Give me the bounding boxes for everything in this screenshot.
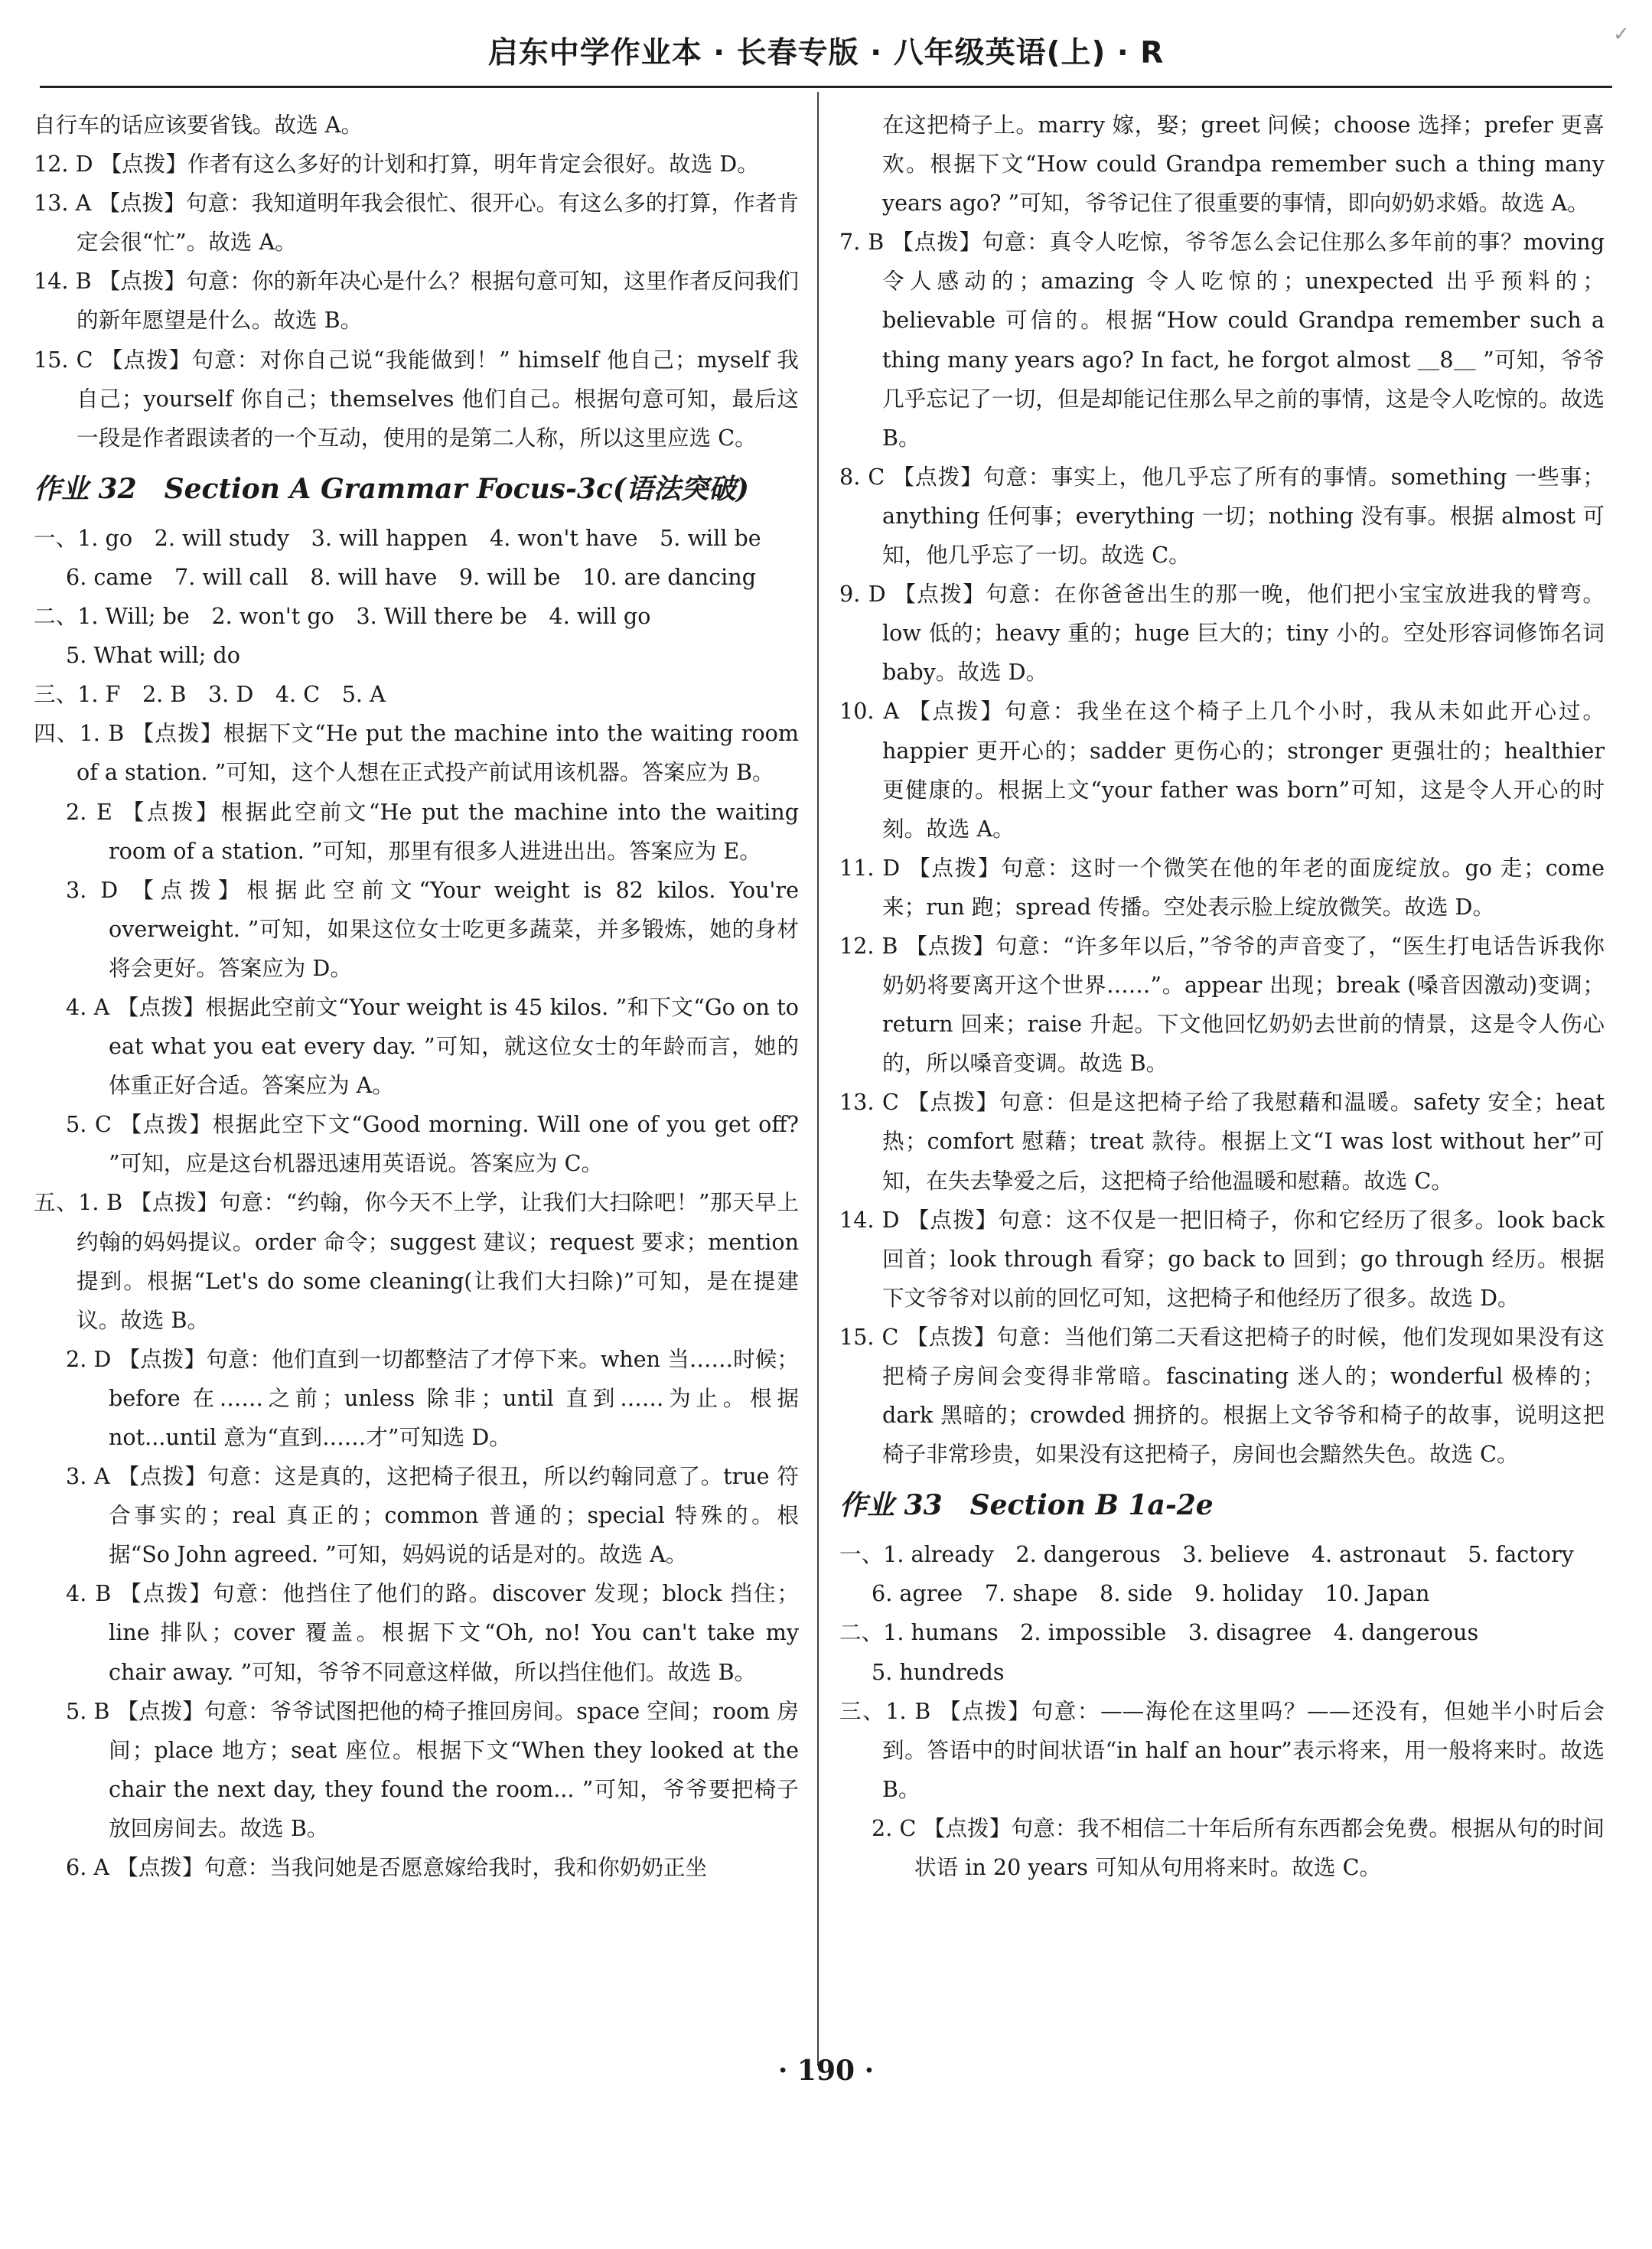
answer-14: 14. D 【点拨】句意：这不仅是一把旧椅子，你和它经历了很多。look back 回首；look through 看穿；go back to 回到；go through 经历。根据下文爷爷对以前的回忆可知，这把椅子和他经历了很多。故选 D。 (839, 1206, 1605, 1311)
running-header: 启东中学作业本 · 长春专版 · 八年级英语(上) · R (487, 36, 1165, 70)
exercise-4-item-5: 5. C 【点拨】根据此空下文“Good morning. Will one of you get off? ”可知，应是这台机器迅速用英语说。答案应为 C。 (66, 1111, 799, 1177)
answer-12: 12. B 【点拨】句意：“许多年以后，”爷爷的声音变了，“医生打电话告诉我你奶奶将要离开这个世界……”。appear 出现；break (嗓音因激动)变调；return 回来；raise 升起。下文他回忆奶奶去世前的情景，这是令人伤心的，所以嗓音变调。故选 B。 (839, 932, 1605, 1077)
exercise-5-item-1: 五、1. B 【点拨】句意：“约翰，你今天不上学，让我们大扫除吧！”那天早上约翰的妈妈提议。order 命令；suggest 建议；request 要求；mention 提到。根据“Let's do some cleaning(让我们大扫除)”可知，是在提建议。故选 B。 (34, 1189, 799, 1333)
corner-mark: ✓ (1613, 23, 1630, 46)
exercise-5-item-3: 3. A 【点拨】句意：这是真的，这把椅子很丑，所以约翰同意了。true 符合事实的；real 真正的；common 普通的；special 特殊的。根据“So John agreed. ”可知，妈妈说的话是对的。故选 A。 (66, 1463, 799, 1568)
header-rule (40, 86, 1612, 88)
exercise-1-line-1: 一、1. already 2. dangerous 3. believe 4. astronaut 5. factory (839, 1541, 1574, 1568)
exercise-1-line-1: 一、1. go 2. will study 3. will happen 4. won't have 5. will be (34, 524, 761, 551)
answer-12: 12. D 【点拨】作者有这么多好的计划和打算，明年肯定会很好。故选 D。 (34, 151, 759, 178)
exercise-5-item-4: 4. B 【点拨】句意：他挡住了他们的路。discover 发现；block 挡住；line 排队；cover 覆盖。根据下文“Oh, no! You can't take my chair away. ”可知，爷爷不同意这样做，所以挡住他们。故选 B。 (66, 1580, 799, 1685)
answer-13: 13. C 【点拨】句意：但是这把椅子给了我慰藉和温暖。safety 安全；heat 热；comfort 慰藉；treat 款待。根据上文“I was lost without her”可知，在失去挚爱之后，这把椅子给他温暖和慰藉。故选 C。 (839, 1089, 1605, 1194)
answer-14: 14. B 【点拨】句意：你的新年决心是什么？根据句意可知，这里作者反问我们的新年愿望是什么。故选 B。 (34, 268, 799, 334)
answer-9: 9. D 【点拨】句意：在你爸爸出生的那一晚，他们把小宝宝放进我的臂弯。low 低的；heavy 重的；huge 巨大的；tiny 小的。空处形容词修饰名词 baby。故选 D。 (839, 581, 1605, 686)
section-title-33: 作业 33 Section B 1a-2e (839, 1489, 1214, 1522)
answer-11: 11. D 【点拨】句意：这时一个微笑在他的年老的面庞绽放。go 走；come 来；run 跑；spread 传播。空处表示脸上绽放微笑。故选 D。 (839, 854, 1605, 920)
exercise-5-item-6: 6. A 【点拨】句意：当我问她是否愿意嫁给我时，我和你奶奶正坐 (66, 1854, 708, 1881)
answer-13: 13. A 【点拨】句意：我知道明年我会很忙、很开心。有这么多的打算，作者肯定会很“忙”。故选 A。 (34, 190, 799, 256)
exercise-4-item-1: 四、1. B 【点拨】根据下文“He put the machine into the waiting room of a station. ”可知，这个人想在正式投产前试用该机器。答案应为 B。 (34, 720, 799, 786)
exercise-4-item-2: 2. E 【点拨】根据此空前文“He put the machine into the waiting room of a station. ”可知，那里有很多人进进出出。答案应为 E。 (66, 798, 799, 864)
left-column (34, 106, 799, 1887)
paragraph: 自行车的话应该要省钱。故选 A。 (34, 112, 363, 138)
section-title-32: 作业 32 Section A Grammar Focus-3c(语法突破) (34, 472, 749, 505)
paragraph: 在这把椅子上。marry 嫁，娶；greet 问候；choose 选择；prefer 更喜欢。根据下文“How could Grandpa remember such a thing many years ago? ”可知，爷爷记住了很重要的事情，即向奶奶求婚。故选 A。 (882, 112, 1605, 217)
answer-15: 15. C 【点拨】句意：当他们第二天看这把椅子的时候，他们发现如果没有这把椅子房间会变得非常暗。fascinating 迷人的；wonderful 极棒的；dark 黑暗的；crowded 拥挤的。根据上文爷爷和椅子的故事，说明这把椅子非常珍贵，如果没有这把椅子，房间也会黯然失色。故选 C。 (839, 1323, 1605, 1468)
answer-10: 10. A 【点拨】句意：我坐在这个椅子上几个小时，我从未如此开心过。happier 更开心的；sadder 更伤心的；stronger 更强壮的；healthier 更健康的。根据上文“your father was born”可知，这是令人开心的时刻。故选 A。 (839, 698, 1605, 842)
answer-7: 7. B 【点拨】句意：真令人吃惊，爷爷怎么会记住那么多年前的事？moving 令人感动的；amazing 令人吃惊的；unexpected 出乎预料的；believable 可信的。根据“How could Grandpa remember such a thing many years ago? In fact, he forgot almost ＿8＿ ”可知，爷爷几乎忘记了一切，但是却能记住那么早之前的事情，这是令人吃惊的。故选 B。 (839, 229, 1605, 451)
answer-8: 8. C 【点拨】句意：事实上，他几乎忘了所有的事情。something 一些事；anything 任何事；everything 一切；nothing 没有事。根据 almost 可知，他几乎忘了一切。故选 C。 (839, 463, 1605, 569)
page-number: · 190 · (777, 2055, 875, 2087)
exercise-3-item-1: 三、1. B 【点拨】句意：——海伦在这里吗？——还没有，但她半小时后会到。答语中的时间状语“in half an hour”表示将来，用一般将来时。故选 B。 (839, 1697, 1605, 1802)
exercise-5-item-2: 2. D 【点拨】句意：他们直到一切都整洁了才停下来。when 当……时候；before 在……之前；unless 除非；until 直到……为止。根据 not...until 意为“直到……才”可知选 D。 (66, 1345, 799, 1450)
exercise-3-item-2: 2. C 【点拨】句意：我不相信二十年后所有东西都会免费。根据从句的时间状语 in 20 years 可知从句用将来时。故选 C。 (872, 1814, 1605, 1881)
exercise-2-line-1: 二、1. humans 2. impossible 3. disagree 4. dangerous (839, 1619, 1479, 1646)
exercise-1-line-2: 6. came 7. will call 8. will have 9. will be 10. are dancing (66, 563, 757, 590)
exercise-4-item-4: 4. A 【点拨】根据此空前文“Your weight is 45 kilos. ”和下文“Go on to eat what you eat every day. ”可知，就这位女士的年龄而言，她的体重正好合适。答案应为 A。 (66, 993, 799, 1099)
exercise-5-item-5: 5. B 【点拨】句意：爷爷试图把他的椅子推回房间。space 空间；room 房间；place 地方；seat 座位。根据下文“When they looked at the chair the next day, they found the room... ”可知，爷爷要把椅子放回房间去。故选 B。 (66, 1697, 799, 1841)
exercise-2-line-2: 5. What will; do (66, 642, 240, 669)
exercise-1-line-2: 6. agree 7. shape 8. side 9. holiday 10. Japan (872, 1580, 1430, 1607)
column-divider (817, 92, 819, 2066)
exercise-3: 三、1. F 2. B 3. D 4. C 5. A (34, 681, 386, 708)
exercise-4-item-3: 3. D 【点拨】根据此空前文“Your weight is 82 kilos. You're overweight. ”可知，如果这位女士吃更多蔬菜，并多锻炼，她的身材将会更好。答案应为 D。 (66, 876, 799, 981)
right-column (839, 106, 1605, 1887)
exercise-2-line-2: 5. hundreds (872, 1658, 1005, 1685)
answer-15: 15. C 【点拨】句意：对你自己说“我能做到！” himself 他自己；myself 我自己；yourself 你自己；themselves 他们自己。根据句意可知，最后这一段是作者跟读者的一个互动，使用的是第二人称，所以这里应选 C。 (34, 346, 799, 451)
exercise-2-line-1: 二、1. Will; be 2. won't go 3. Will there be 4. will go (34, 603, 651, 630)
